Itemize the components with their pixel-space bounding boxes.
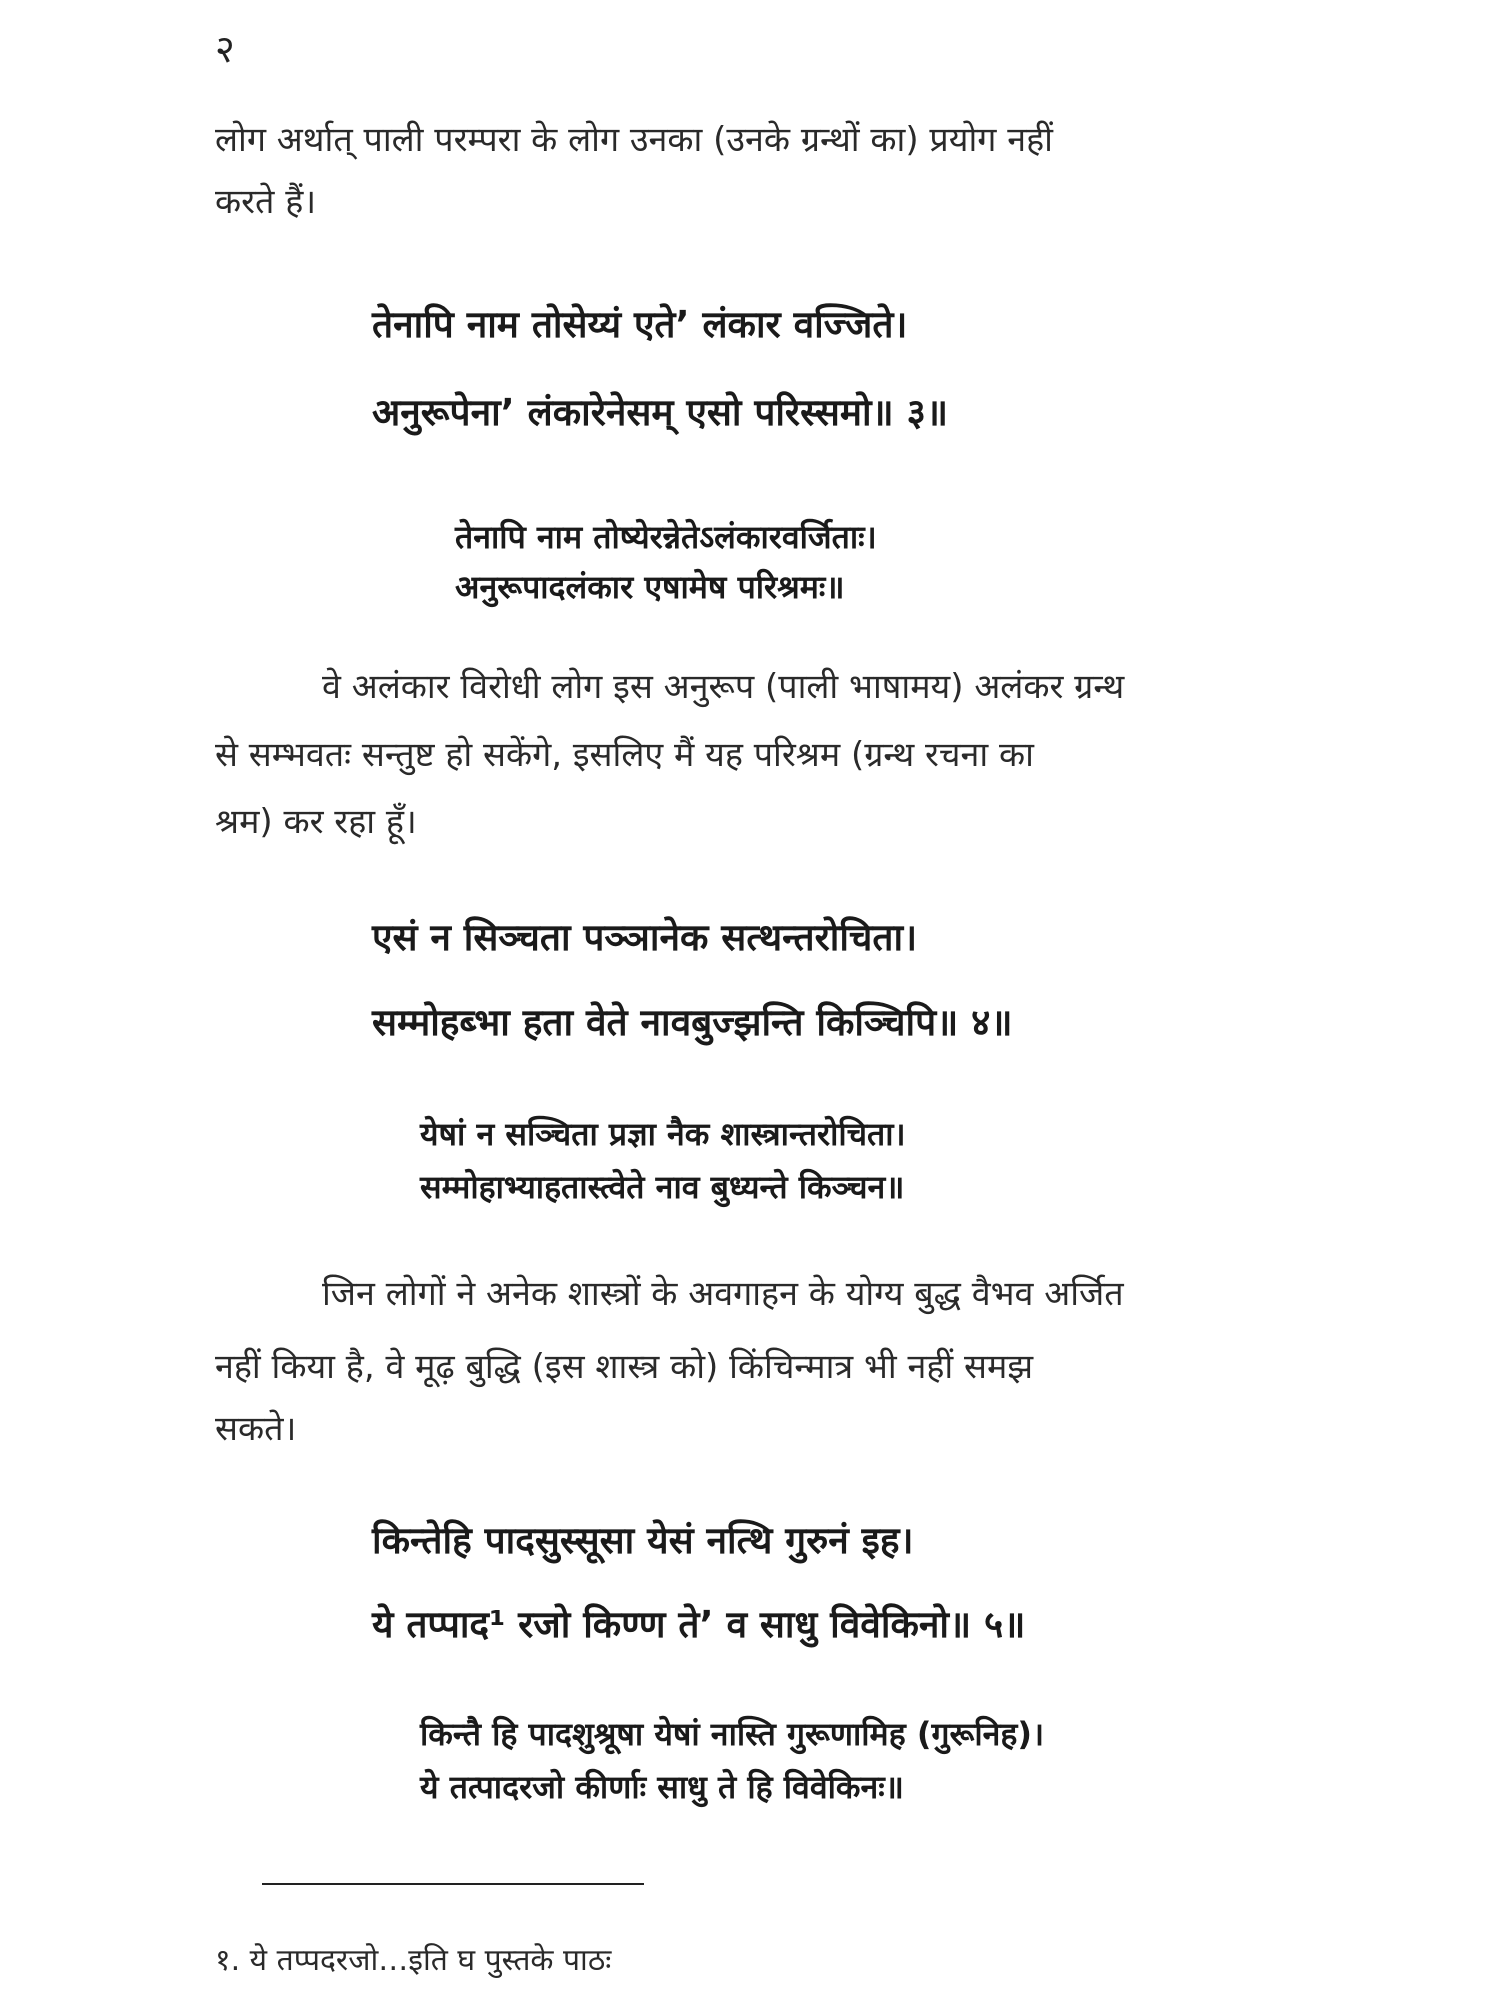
sanskrit-verse-line: ये तत्पादरजो कीर्णाः साधु ते हि विवेकिनः॥ xyxy=(420,1768,904,1806)
prose-line: से सम्भवतः सन्तुष्ट हो सकेंगे, इसलिए मैं यह परिश्रम (ग्रन्थ रचना का xyxy=(215,735,1034,775)
sanskrit-verse-line: किन्तै हि पादशुश्रूषा येषां नास्ति गुरूणामिह (गुरूनिह)। xyxy=(420,1715,1045,1753)
prose-line: जिन लोगों ने अनेक शास्त्रों के अवगाहन के योग्य बुद्ध वैभव अर्जित xyxy=(322,1274,1124,1314)
sanskrit-verse-line: अनुरूपादलंकार एषामेष परिश्रमः॥ xyxy=(455,568,845,606)
prose-line: करते हैं। xyxy=(215,182,317,222)
sanskrit-verse-line: सम्मोहाभ्याहतास्त्वेते नाव बुध्यन्ते किञ्चन॥ xyxy=(420,1168,905,1206)
footnote-divider xyxy=(262,1883,644,1885)
prose-line: सकते। xyxy=(215,1409,297,1449)
prose-line: नहीं किया है, वे मूढ़ बुद्धि (इस शास्त्र को) किंचिन्मात्र भी नहीं समझ xyxy=(215,1347,1034,1387)
page-number: २ xyxy=(215,27,235,71)
sanskrit-verse-line: येषां न सञ्चिता प्रज्ञा नैक शास्त्रान्तरोचिता। xyxy=(420,1115,906,1153)
pali-verse-line: एसं न सिञ्चता पञ्ञानेक सत्थन्तरोचिता। xyxy=(372,916,918,959)
pali-verse-line: ये तप्पाद¹ रजो किण्ण ते’ व साधु विवेकिनो॥ ५॥ xyxy=(372,1603,1026,1646)
sanskrit-verse-line: तेनापि नाम तोष्येरन्नेतेऽलंकारवर्जिताः। xyxy=(455,518,877,556)
prose-line: लोग अर्थात् पाली परम्परा के लोग उनका (उनके ग्रन्थों का) प्रयोग नहीं xyxy=(215,120,1053,160)
prose-line: वे अलंकार विरोधी लोग इस अनुरूप (पाली भाषामय) अलंकर ग्रन्थ xyxy=(322,667,1125,707)
pali-verse-line: सम्मोहब्भा हता वेते नावबुज्झन्ति किञ्चिपि॥ ४॥ xyxy=(372,1001,1013,1044)
pali-verse-line: किन्तेहि पादसुस्सूसा येसं नत्थि गुरुनं इह। xyxy=(372,1519,914,1562)
pali-verse-line: अनुरूपेना’ लंकारेनेसम् एसो परिस्समो॥ ३॥ xyxy=(372,391,948,434)
prose-line: श्रम) कर रहा हूँ। xyxy=(215,802,417,842)
pali-verse-line: तेनापि नाम तोसेय्यं एते’ लंकार वज्जिते। xyxy=(372,303,908,346)
footnote: १. ये तप्पदरजो…इति घ पुस्तके पाठः xyxy=(215,1943,612,1978)
